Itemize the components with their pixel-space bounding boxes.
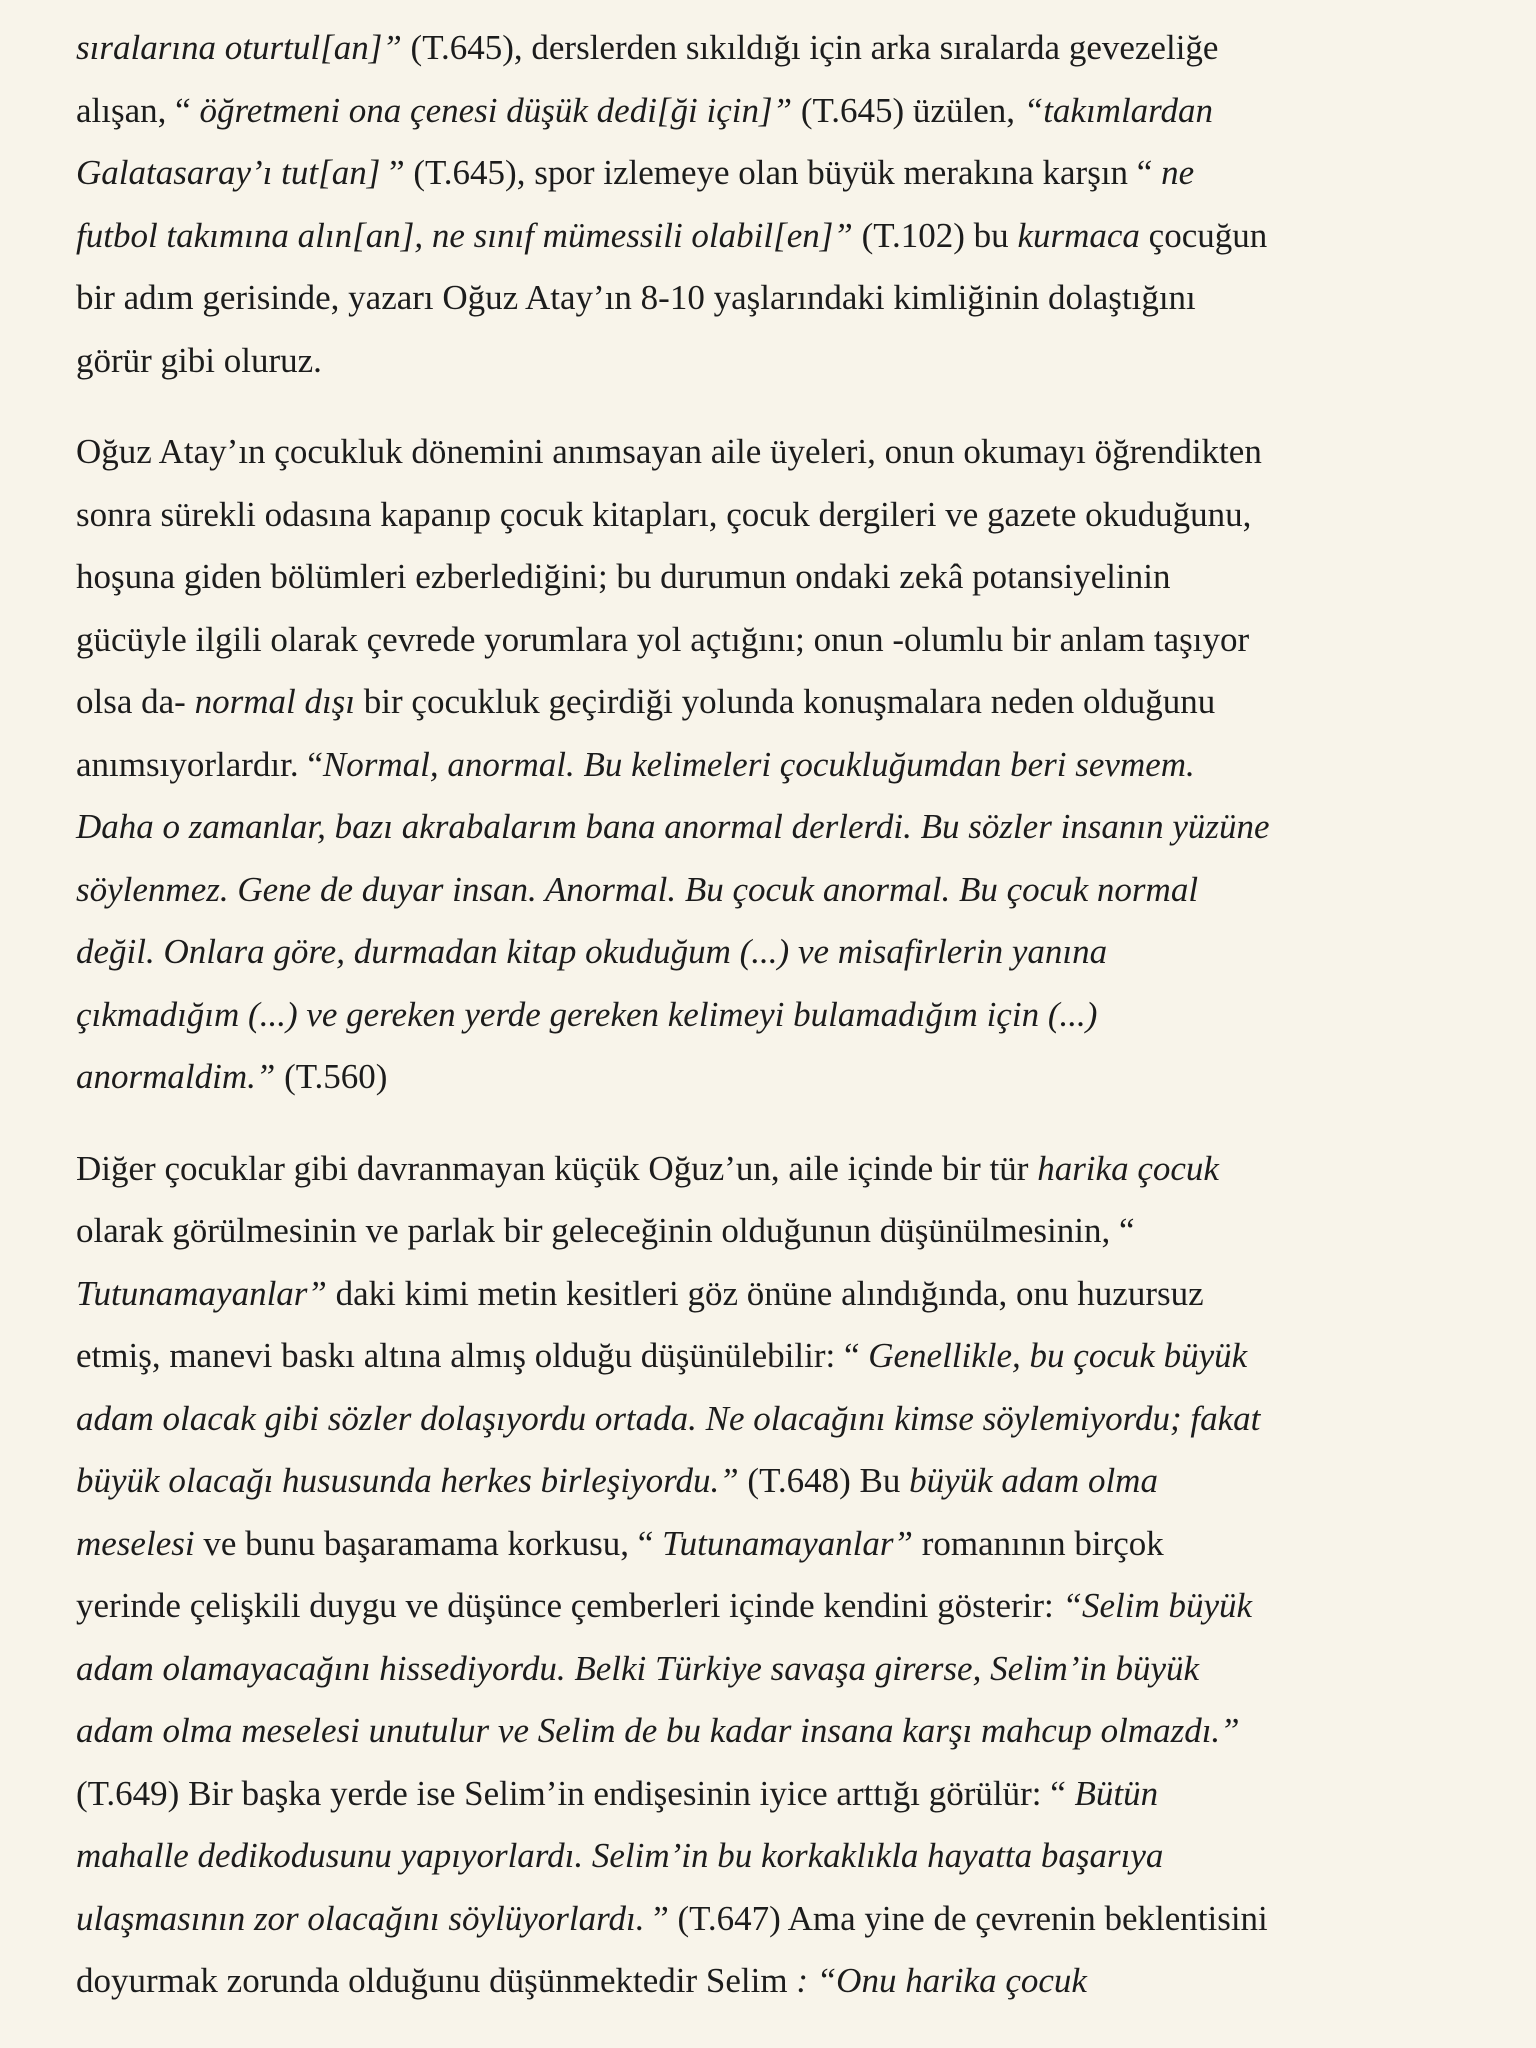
italic-text-run: Galatasaray’ı tut[an] (76, 153, 390, 192)
text-run: romanının birçok (912, 1523, 1164, 1563)
text-line (76, 205, 1496, 268)
text-line (76, 546, 1496, 609)
text-line (76, 1200, 1496, 1263)
italic-text-run: anormaldim.” (76, 1057, 276, 1096)
italic-text-run: Daha o zamanlar, bazı akrabalarım bana anormal derlerdi. Bu sözler insanın yüzüne (76, 807, 1270, 846)
text-line (76, 734, 1496, 797)
italic-text-run: : “Onu harika çocuk (787, 1961, 1087, 2000)
text-run: doyurmak zorunda olduğunu düşünmektedir Selim (76, 1961, 788, 2000)
text-line (76, 1450, 1496, 1513)
italic-text-run: normal dışı (194, 682, 356, 721)
paragraph-3 (76, 1138, 1496, 2013)
italic-text-run: adam olacak gibi sözler dolaşıyordu ortada. Ne olacağını kimse söylemiyordu; fakat (76, 1398, 1261, 1438)
document-page (76, 17, 1496, 2013)
italic-text-run: büyük olacağı hususunda herkes birleşiyordu.” (76, 1461, 739, 1500)
paragraph-2 (76, 421, 1496, 1109)
text-run: yerinde çelişkili duygu ve düşünce çemberleri içinde kendini gösterir: (76, 1586, 1063, 1625)
text-line (76, 1950, 1496, 2013)
text-run: gücüyle ilgili olarak çevrede yorumlara yol açtığını; onun -olumlu bir anlam taşıyor (76, 619, 1250, 659)
text-run: (T.560) (275, 1057, 388, 1096)
text-line (76, 1700, 1496, 1763)
text-run: (T.648) Bu (738, 1461, 910, 1500)
text-line (76, 1325, 1496, 1388)
text-run: alışan, “ (76, 90, 200, 130)
italic-text-run: söylenmez. Gene de duyar insan. Anormal. Bu çocuk anormal. Bu çocuk normal (76, 869, 1199, 909)
italic-text-run: Normal, anormal. Bu kelimeleri çocukluğumdan beri sevmem. (322, 744, 1195, 784)
text-run: olsa da- (76, 682, 195, 721)
paragraph-1 (76, 17, 1496, 392)
italic-text-run: meselesi (76, 1523, 195, 1563)
text-line (76, 921, 1496, 984)
text-run: Oğuz Atay’ın çocukluk dönemini anımsayan aile üyeleri, onun okumayı öğrendikten (76, 432, 1262, 471)
text-line (76, 1513, 1496, 1576)
text-run: daki kimi metin kesitleri göz önüne alındığında, onu huzursuz (326, 1273, 1204, 1313)
text-run: bir adım gerisinde, yazarı Oğuz Atay’ın 8-10 yaşlarındaki kimliğinin dolaştığını (76, 278, 1196, 317)
italic-text-run: kurmaca (1017, 215, 1140, 255)
text-line (76, 796, 1496, 859)
text-line (76, 1138, 1496, 1201)
italic-text-run: adam olamayacağını hissediyordu. Belki Türkiye savaşa girerse, Selim’in büyük (76, 1648, 1200, 1688)
italic-text-run: futbol takımına alın[an], ne sınıf mümessili olabil[en]” (76, 215, 853, 255)
italic-text-run: adam olma meselesi unutulur ve Selim de bu kadar insana karşı mahcup olmazdı.” (76, 1711, 1240, 1750)
text-line (76, 267, 1496, 330)
text-run: görür gibi oluruz. (76, 340, 322, 380)
italic-text-run: büyük adam olma (909, 1461, 1158, 1500)
italic-text-run: “takımlardan (1014, 90, 1214, 130)
text-line (76, 1575, 1496, 1638)
text-run: (T.645), derslerden sıkıldığı için arka sıralarda gevezeliğe (401, 28, 1219, 67)
text-run: hoşuna giden bölümleri ezberlediğini; bu durumun ondaki zekâ potansiyelinin (76, 557, 1171, 596)
text-line (76, 1263, 1496, 1326)
text-run: sonra sürekli odasına kapanıp çocuk kitapları, çocuk dergileri ve gazete okuduğunu, (76, 494, 1252, 534)
text-run: ” (T.645), spor izlemeye olan büyük merakına karşın “ (389, 153, 1162, 192)
text-line (76, 484, 1496, 547)
italic-text-run: Tutunamayanlar” (76, 1273, 327, 1313)
text-line (76, 80, 1496, 143)
text-line (76, 1046, 1496, 1109)
text-line (76, 1888, 1496, 1951)
text-line (76, 859, 1496, 922)
italic-text-run: ulaşmasının zor olacağını söylüyorlardı. (76, 1898, 654, 1938)
text-run: (T.649) Bir başka yerde ise Selim’in endişesinin iyice arttığı görülür: “ (76, 1773, 1075, 1813)
italic-text-run: değil. Onlara göre, durmadan kitap okuduğum (...) ve misafirlerin yanına (76, 932, 1108, 971)
text-run: anımsıyorlardır. “ (76, 744, 323, 784)
italic-text-run: ne (1161, 153, 1195, 192)
italic-text-run: Tutunamayanlar” (662, 1523, 913, 1563)
italic-text-run: “Selim büyük (1062, 1586, 1253, 1625)
italic-text-run: Genellikle, bu çocuk büyük (868, 1336, 1248, 1375)
text-run: çocuğun (1139, 215, 1268, 255)
italic-text-run: sıralarına oturtul[an]” (76, 28, 402, 67)
text-run: bir çocukluk geçirdiği yolunda konuşmalara neden olduğunu (355, 682, 1216, 721)
text-run: (T.645) üzülen, (792, 90, 1015, 130)
text-line (76, 330, 1496, 393)
text-line (76, 1638, 1496, 1701)
text-line (76, 1825, 1496, 1888)
text-run: etmiş, manevi baskı altına almış olduğu düşünülebilir: “ (76, 1336, 869, 1375)
italic-text-run: mahalle dedikodusunu yapıyorlardı. Selim’in bu korkaklıkla hayatta başarıya (76, 1836, 1164, 1875)
text-run: (T.102) bu (852, 215, 1018, 255)
text-run: olarak görülmesinin ve parlak bir geleceğinin olduğunun düşünülmesinin, “ (76, 1211, 1135, 1250)
text-run: ve bunu başaramama korkusu, “ (194, 1523, 663, 1563)
text-line (76, 1763, 1496, 1826)
italic-text-run: Bütün (1074, 1773, 1159, 1813)
text-line (76, 421, 1496, 484)
text-run: Diğer çocuklar gibi davranmayan küçük Oğuz’un, aile içinde bir tür (76, 1148, 1038, 1188)
text-line (76, 1388, 1496, 1451)
text-line (76, 671, 1496, 734)
text-line (76, 17, 1496, 80)
text-line (76, 609, 1496, 672)
italic-text-run: çıkmadığım (...) ve gereken yerde gereken kelimeyi bulamadığım için (...) (76, 994, 1098, 1034)
text-run: ” (T.647) Ama yine de çevrenin beklentisini (653, 1898, 1268, 1938)
text-line (76, 984, 1496, 1047)
text-line (76, 142, 1496, 205)
italic-text-run: öğretmeni ona çenesi düşük dedi[ği için]” (199, 90, 793, 130)
italic-text-run: harika çocuk (1037, 1148, 1219, 1188)
